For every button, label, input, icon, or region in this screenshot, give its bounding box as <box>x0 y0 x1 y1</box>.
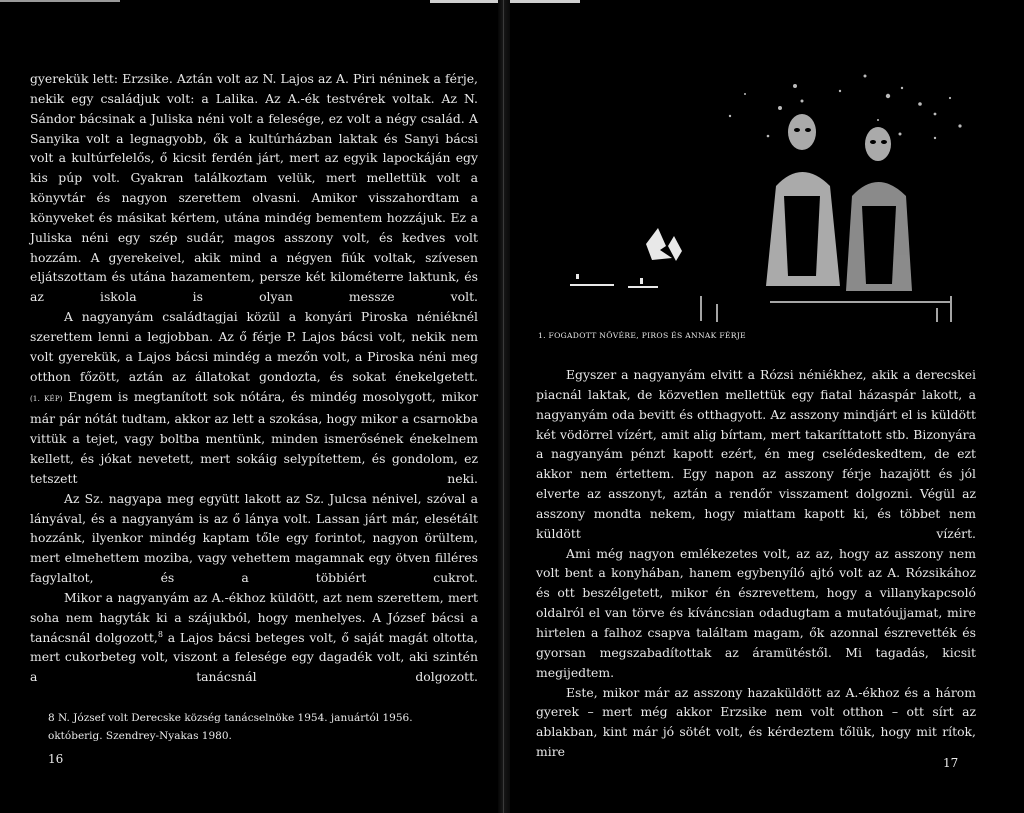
left-page <box>0 0 506 813</box>
footnote-marker: 8 <box>157 629 163 639</box>
page-number: 16 <box>48 752 64 766</box>
paragraph-text: Engem is megtanított sok nótára, és mindég mosolygott, mikor már pár nótát tudtam, akkor az lett a szokása, hogy mikor a csarnokba vittük a tejet, vagy boltba mentünk, minden ismerősének énekelnem kellett, és jókat nevetett, mert sokáig selypítettem, és gondolom, ez tetszett neki. <box>30 388 479 486</box>
paragraph: A nagyanyám családtagjai közül a konyári Piroska néniéknél szerettem lenni a legjobban. Az ő férje P. Lajos bácsi volt, nekik nem volt gyerekük, a Lajos bácsi mindég a mezőn volt, a Piroska néni meg otthon főzött, aztán az állatokat gondozta, és sokat énekelgetett. <box>30 309 478 384</box>
left-page-text <box>30 69 478 687</box>
photograph <box>540 46 980 326</box>
paragraph-text: Mikor a nagyanyám az A.-ékhoz küldött, azt nem szerettem, mert soha nem hagyták ki a szájukból, hogy menhelyes. A József bácsi a tanácsnál dolgozott, <box>30 589 478 645</box>
paragraph: Egyszer a nagyanyám elvitt a Rózsi néniékhez, akik a derecskei piacnál laktak, de közvetlen mellettük egy fiatal házaspár lakott, a nagyanyám oda bevitt és otthagyott. Az asszony mindjárt el is küldött két vödörrel vízért, amit alig bírtam, mert takaríttatott stb. Bizonyára a nagyanyám pénzt kapott ezért, én meg cselédeskedtem, de ezt akkor nem értettem. Egy napon az asszony férje hazajött és jól elverte az asszonyt, aztán a rendőr visszament dolgozni. Végül az asszony mondta nekem, hogy miattam kapott ki, és többet nem küldött vízért. <box>536 367 976 541</box>
paragraph-text: a Lajos bácsi beteges volt, ő saját magát oltotta, mert cukorbeteg volt, viszont a felesége egy dagadék volt, aki szintén a tanácsnál dolgozott. <box>30 629 478 685</box>
paragraph <box>30 387 478 489</box>
paragraph <box>30 588 478 687</box>
photograph-image <box>540 46 980 326</box>
paragraph: Este, mikor már az asszony hazaküldött az A.-ékhoz és a három gyerek – mert még akkor Erzsike nem volt otthon – ott sírt az ablakban, kint már jó sötét volt, és kérdeztem tőlük, hogy mit rítok, mire <box>536 684 976 760</box>
figure-reference: (1. KÉP) <box>30 394 63 403</box>
paragraph: gyerekük lett: Erzsike. Aztán volt az N. Lajos az A. Piri néninek a férje, nekik egy családjuk volt: a Lalika. Az A.-ék testvérek voltak. Az N. Sándor bácsinak a Juliska néni volt a felesége, ez volt a négy család. A Sanyika volt a legnagyobb, ők a kultúrházban laktak és Sanyi bácsi volt a kultúrfelelős, ő kicsit ferdén járt, mert az egyik lapockáján egy kis púp volt. Gyakran találkoztam velük, mert mellettük volt a könyvtár és nagyon szerettem olvasni. Amikor visszahordtam a könyveket és másikat kértem, utána mindég bementem hozzájuk. Ez a Juliska néni egy szép sudár, magos asszony volt, és kedves volt hozzám. A gyerekeivel, akik mind a négyen fiúk voltak, szívesen eljátszottam és utána hazamentem, persze két kilométerre laktunk, és az iskola is olyan messze volt. <box>30 71 478 305</box>
paragraph: Az Sz. nagyapa meg együtt lakott az Sz. Julcsa nénivel, szóval a lányával, és a nagyanyám is az ő lánya volt. Lassan járt már, elesétált hozzánk, ilyenkor mindég kaptam tőle egy forintot, nagyon örültem, mert elmehettem moziba, vagy vehettem magamnak egy ötven filléres fagylaltot, és a többiért cukrot. <box>30 490 478 586</box>
page-number: 17 <box>943 756 959 770</box>
book-gutter-line <box>503 0 504 813</box>
right-page-text <box>536 365 976 762</box>
book-gutter <box>498 0 510 813</box>
photo-caption: 1. FOGADOTT NŐVÉRE, PIROS ÉS ANNAK FÉRJE <box>538 331 746 340</box>
paragraph: Ami még nagyon emlékezetes volt, az az, hogy az asszony nem volt bent a konyhában, hanem egybenyíló ajtó volt az A. Rózsikához és ott beszélgetett, mikor én észrevettem, hogy a villanykapcsoló oldalról el van törve és kíváncsian odadugtam a mutatóujjamat, mire hirtelen a falhoz csapva találtam magam, ők azonnal észrevették és gyorsan megszabadítottak az áramütéstől. Mi tagadás, kicsit megijedtem. <box>536 545 976 680</box>
footnote: 8 N. József volt Derecske község tanácselnöke 1954. januártól 1956. októberig. Szendrey-Nyakas 1980. <box>48 712 413 742</box>
